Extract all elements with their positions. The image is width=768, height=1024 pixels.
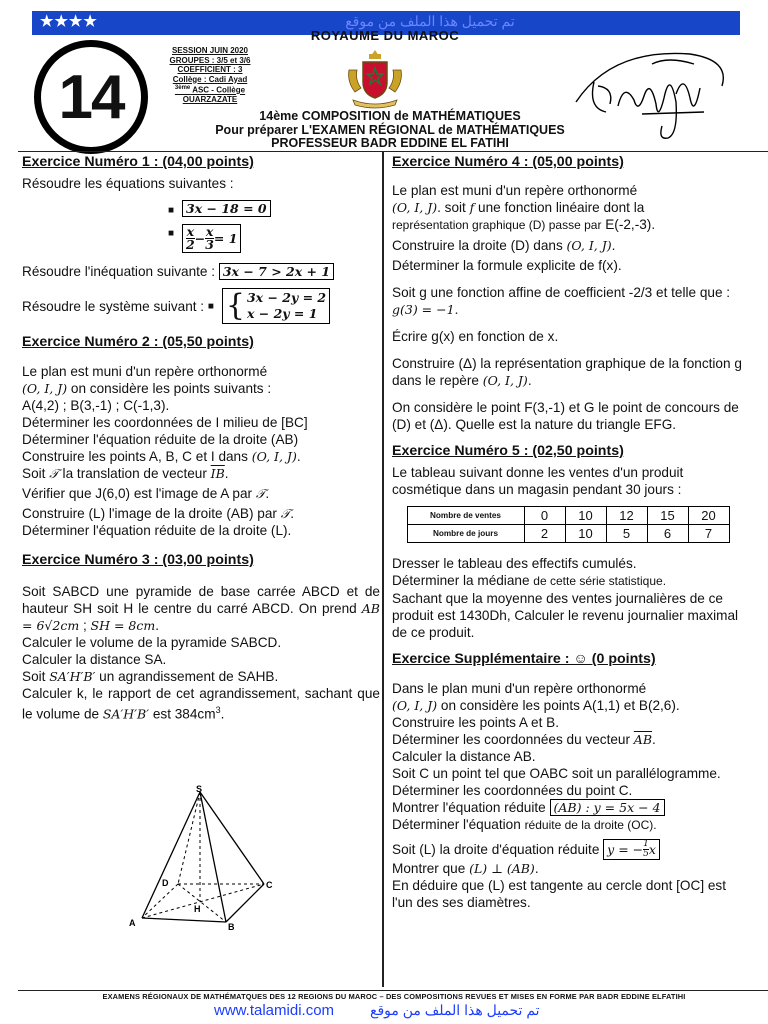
table-row: [407, 525, 729, 543]
system: Résoudre le système suivant : ■ { 3x − 2y = 2 x − 2y = 1: [22, 288, 380, 324]
coat-of-arms-icon: [343, 48, 407, 110]
pyramid-figure: [120, 780, 290, 940]
exercise-1-title: Exercice Numéro 1 : (04,00 points): [22, 154, 254, 170]
sales-table: [407, 506, 730, 543]
bonus-exercise-body: Dans le plan muni d'un repère orthonormé (O, I, J) on considère les points A(1,1) et B(2,6). Construire les points A et B. Déterminer les coordonnées du vecteur $\overline{AB}$. Calculer la distance AB. Soit C un point tel que OABC soit un parallélogramme. Déterminer les coordonnées du point C. Montrer l'équation réduite (AB) : y = 5x − 4 Déterminer l'équation réduite de la droite (OC). Soit (L) la droite d'équation réduite y = − $\frac{1}{5}$ x Montrer que (L) ⊥ (AB). En déduire que (L) est tangente au cercle dont [OC] est l'un des ses diamètres.: [392, 681, 727, 910]
kingdom-heading: ROYAUME DU MAROC: [310, 28, 460, 43]
footer-arabic-text: تم تحميل هذا الملف من موقع: [370, 1002, 540, 1018]
equation-2: ■ x 2 − $\frac{x}{3}$ = 1: [22, 223, 380, 253]
composition-number-badge: [34, 40, 148, 154]
table-cell: 0: [524, 507, 565, 525]
column-divider: [382, 151, 384, 987]
groups: GROUPES : 3/5 et 3/6: [169, 55, 251, 65]
edge-SA: [142, 792, 200, 918]
right-column: [392, 154, 744, 911]
table-cell: 20: [688, 507, 729, 525]
table-row: [407, 507, 729, 525]
college-name: Collège : Cadi Ayad: [172, 74, 248, 84]
edge-BC: [226, 884, 264, 922]
session-info: [150, 46, 270, 105]
composition-number: 14: [58, 62, 124, 132]
row-label-sales: Nombre de ventes: [407, 507, 524, 525]
label-D: D: [162, 878, 169, 888]
exercise-4-title: Exercice Numéro 4 : (05,00 points): [392, 154, 624, 170]
city: OUARZAZATE: [182, 95, 238, 105]
label-S: S: [196, 784, 203, 794]
label-H: H: [194, 904, 201, 914]
bonus-exercise-title: Exercice Supplémentaire : ☺ (0 points): [392, 651, 656, 667]
website-link[interactable]: www.talamidi.com: [214, 1002, 335, 1019]
table-cell: 6: [647, 525, 688, 543]
footer-divider: [18, 990, 768, 991]
label-C: C: [266, 880, 273, 890]
title-line-3: PROFESSEUR BADR EDDINE EL FATIHI: [271, 136, 509, 150]
table-cell: 15: [647, 507, 688, 525]
table-cell: 7: [688, 525, 729, 543]
table-cell: 5: [606, 525, 647, 543]
rating-stars: ★★★★: [40, 13, 98, 30]
label-A: A: [129, 918, 136, 928]
exercise-4-body: Le plan est muni d'un repère orthonormé (O, I, J). soit f une fonction linéaire dont la représentation graphique (D) passe par E(-2,-3). Construire la droite (D) dans (O, I, J). Déterminer la formule explicite de f(x). Soit g une fonction affine de coefficient -2/3 et telle que : g(3) = −1. Écrire g(x) en fonction de x. Construire (Δ) la représentation graphique de la fonction g dans le repère (O, I, J). On considère le point F(3,-1) et G le point de concours de (D) et (Δ). Quelle est la nature du triangle EFG.: [392, 183, 742, 432]
table-cell: 2: [524, 525, 565, 543]
equation-1: ■ 3x − 18 = 0: [22, 200, 380, 219]
exercise-2-title: Exercice Numéro 2 : (05,50 points): [22, 334, 254, 350]
exam-title: [175, 110, 605, 151]
exercise-5-body: Dresser le tableau des effectifs cumulés. Déterminer la médiane de cette série statistique. Sachant que la moyenne des ventes journalières de ce produit est 1430Dh, Calculer le revenu journalier maximal de ce produit.: [392, 556, 739, 640]
class-level: $^{3ème}$ ASC - Collège: [174, 85, 246, 95]
diag-DB: [178, 884, 226, 922]
row-label-days: Nombre de jours: [407, 525, 524, 543]
title-line-1: 14ème COMPOSITION de MATHÉMATIQUES: [259, 109, 521, 123]
exercise-3-body: Soit SABCD une pyramide de base carrée ABCD et de hauteur SH soit H le centre du carré ABCD. On prend AB = 6√2cm ; SH = 8cm. Calculer le volume de la pyramide SABCD. Calculer la distance SA. Soit SA′H′B′ un agrandissement de SAHB. Calculer k, le rapport de cet agrandissement, sachant que le volume de SA′H′B′ est $384cm^3$.: [22, 584, 380, 722]
session-date: SESSION JUIN 2020: [171, 46, 249, 55]
header-divider: [18, 151, 768, 152]
edge-AB: [142, 918, 226, 922]
footer-text: EXAMENS RÉGIONAUX DE MATHÉMATQUES DES 12 REGIONS DU MAROC – DES COMPOSITIONS REVUES ET MISES EN FORME PAR BADR EDDINE ELFATIHI: [102, 992, 686, 1001]
edge-SD: [178, 792, 200, 884]
label-B: B: [228, 922, 235, 932]
top-banner-arabic-text: تم تحميل هذا الملف من موقع: [345, 13, 515, 29]
exercise-5-intro: Le tableau suivant donne les ventes d'un produit cosmétique dans un magasin pendant 30 jours :: [392, 465, 684, 497]
table-cell: 10: [565, 507, 606, 525]
title-line-2: Pour préparer L'EXAMEN RÉGIONAL de MATHÉMATIQUES: [215, 122, 565, 137]
coefficient: COEFFICIENT : 3: [177, 65, 243, 74]
exercise-3-title: Exercice Numéro 3 : (03,00 points): [22, 552, 254, 568]
exercise-1-intro: Résoudre les équations suivantes :: [22, 176, 234, 191]
table-cell: 10: [565, 525, 606, 543]
exercise-2-body: Le plan est muni d'un repère orthonormé (O, I, J) on considère les points suivants : A(4,2) ; B(3,-1) ; C(-1,3). Déterminer les coordonnées de I milieu de [BC] Déterminer l'équation réduite de la droite (AB) Construire les points A, B, C et I dans (O, I, J). Soit 𝒯 la translation de vecteur $\overline{IB}$. Vérifier que J(6,0) est l'image de A par 𝒯. Construire (L) l'image de la droite (AB) par 𝒯. Déterminer l'équation réduite de la droite (L).: [22, 364, 308, 538]
table-cell: 12: [606, 507, 647, 525]
left-column: [22, 154, 380, 723]
inequation: Résoudre l'inéquation suivante : 3x − 7 > 2x + 1: [22, 263, 380, 280]
exercise-5-title: Exercice Numéro 5 : (02,50 points): [392, 443, 624, 459]
